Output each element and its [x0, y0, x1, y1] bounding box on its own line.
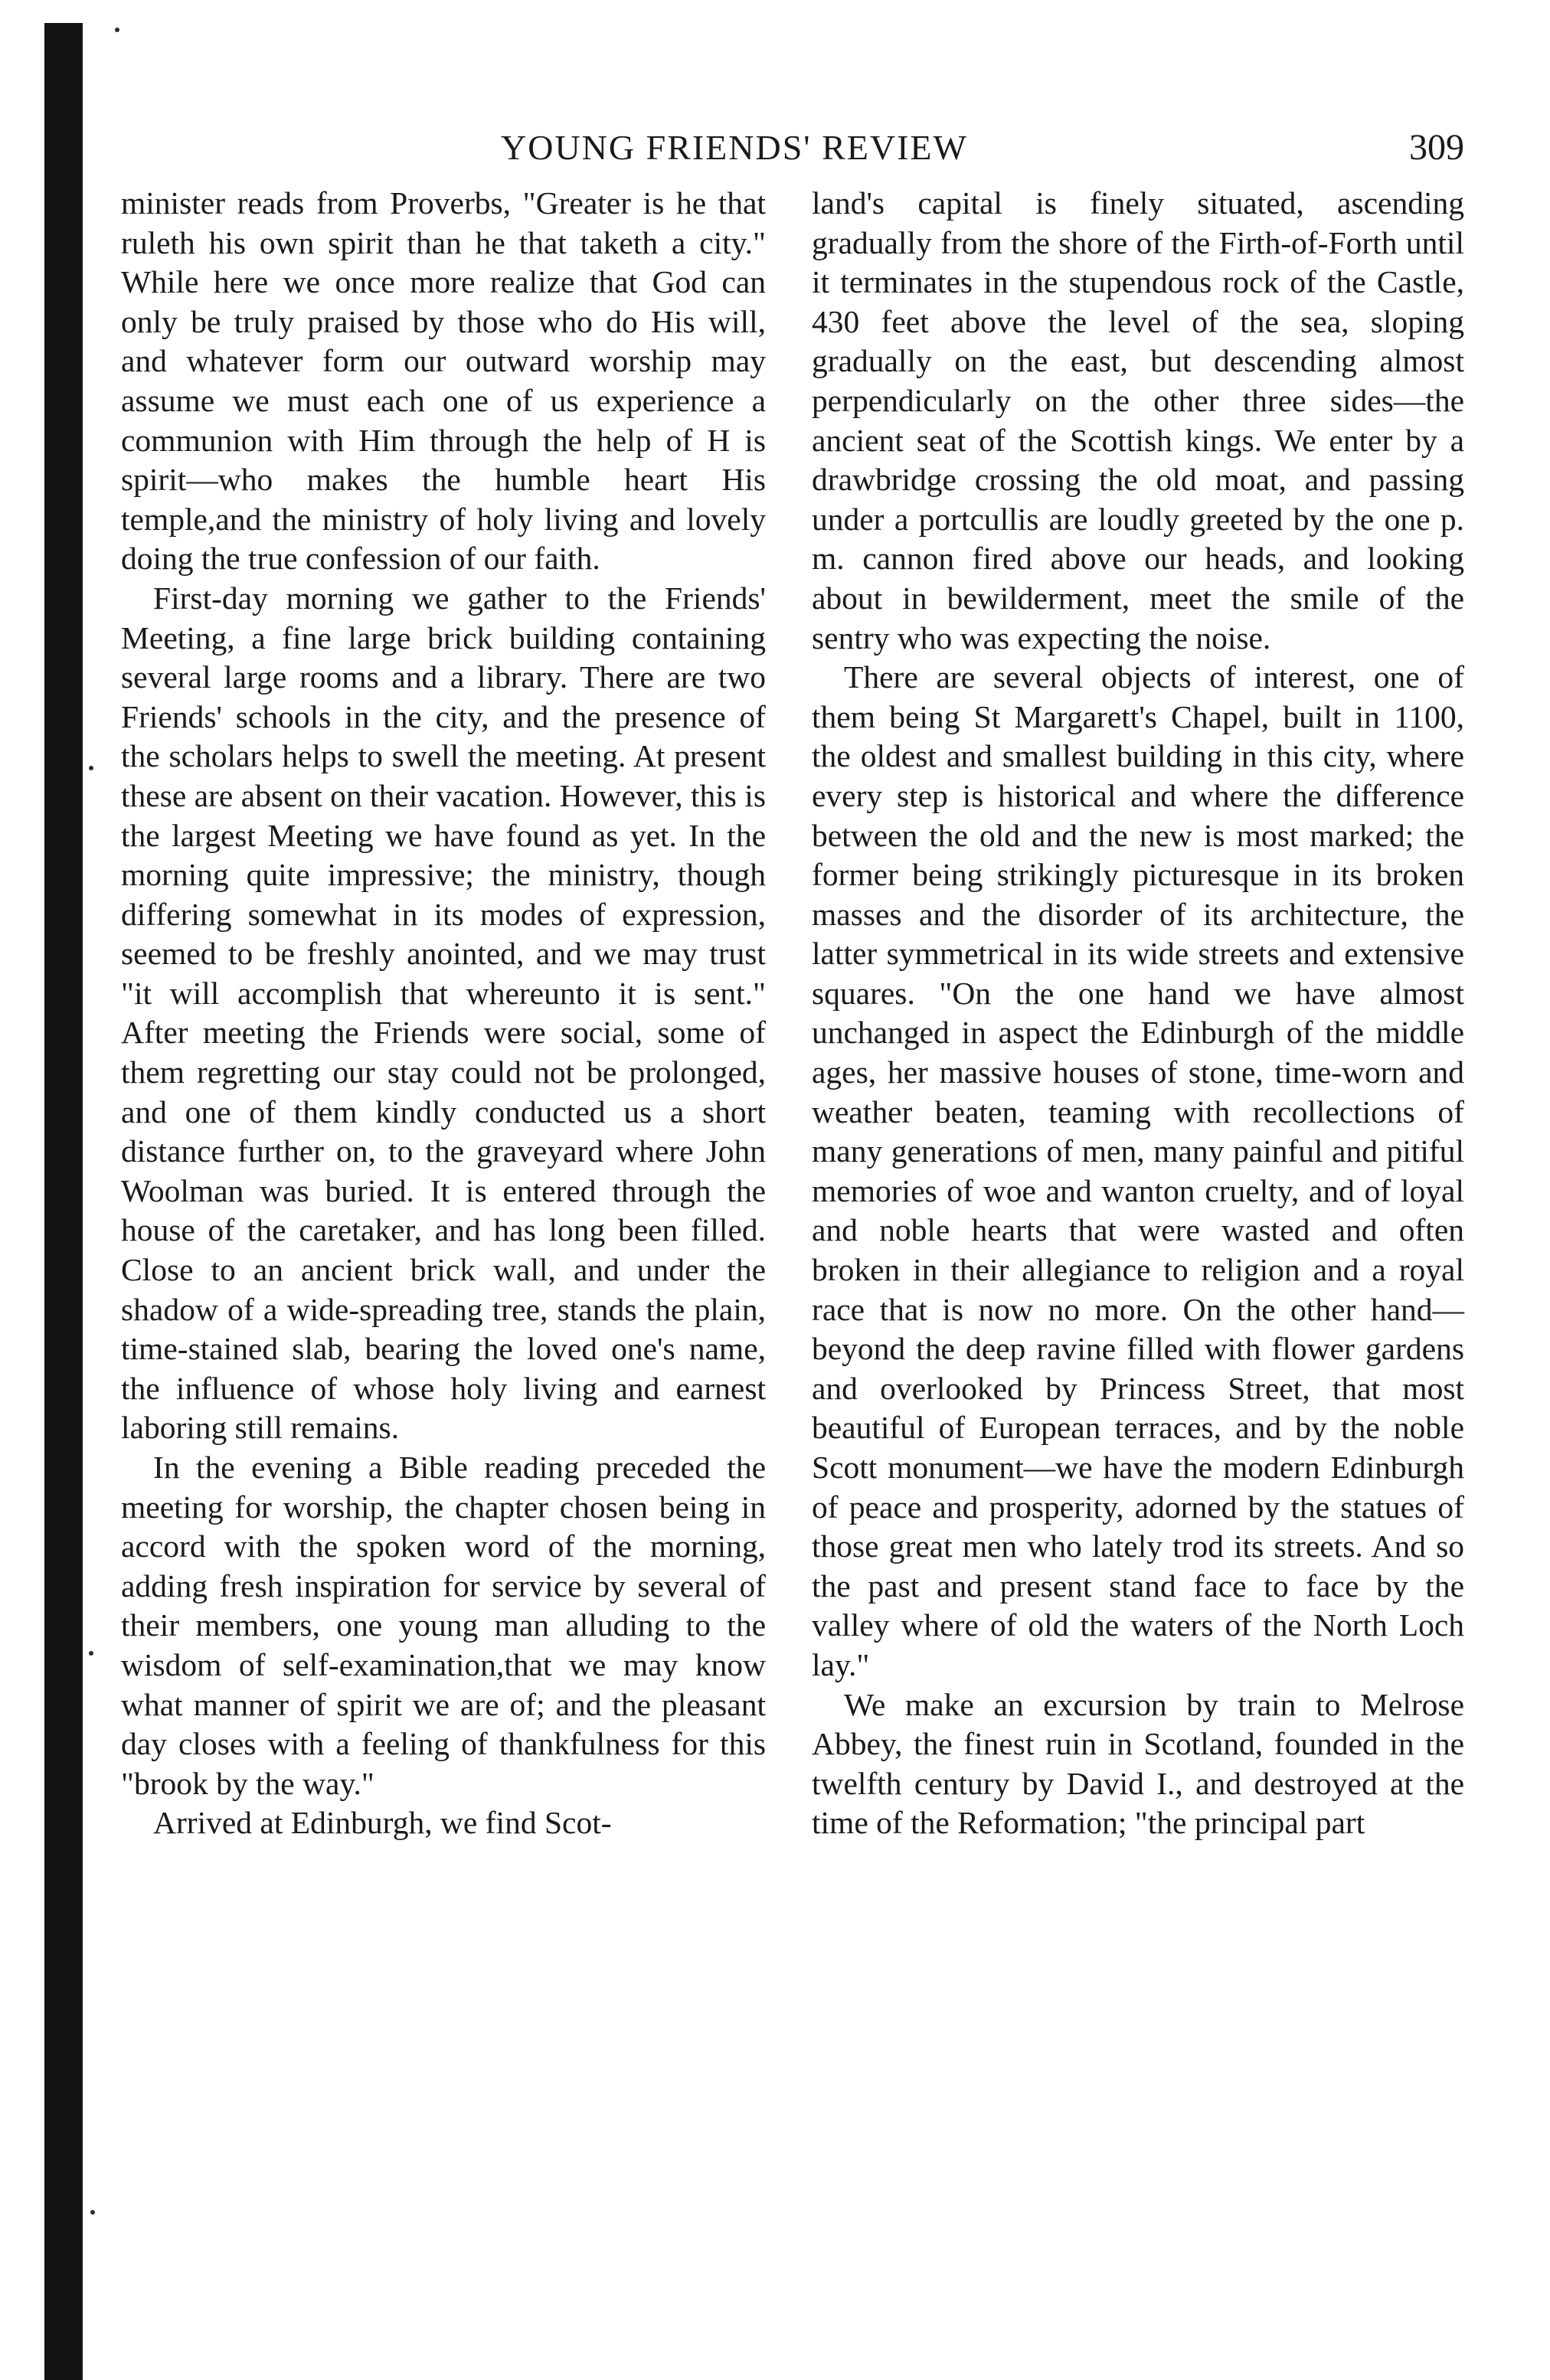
print-speck — [115, 28, 119, 32]
print-speck — [89, 1651, 93, 1656]
paragraph: minister reads from Proverbs, "Greater is he that ruleth his own spirit than he that taketh a city." While here we once more realize that God can only be truly praised by those who do His will, and whatever form our outward worship may assume we must each one of us experience a communion with Him through the help of H is spirit—who makes the humble heart His temple,and the ministry of holy living and lovely doing the true confession of our faith. — [121, 185, 766, 577]
paragraph: In the evening a Bible reading preceded the meeting for worship, the chapter chosen being in accord with the spoken word of the morning, adding fresh inspiration for service by several of their members, one young man alluding to the wisdom of self-examination,that we may know what manner of spirit we are of; and the pleasant day closes with a feeling of thankfulness for this "brook by the way." — [121, 1450, 766, 1801]
journal-title: YOUNG FRIENDS' REVIEW — [501, 128, 968, 167]
paragraph: First-day morning we gather to the Friends' Meeting, a fine large brick building containing several large rooms and a library. There are two Friends' schools in the city, and the presence of the scholars helps to swell the meeting. At present these are absent on their vacation. However, this is the largest Meeting we have found as yet. In the morning quite impressive; the ministry, though differing somewhat in its modes of expression, seemed to be freshly anointed, and we may trust "it will accomplish that whereunto it is sent." After meeting the Friends were social, some of them regretting our stay could not be prolonged, and one of them kindly conducted us a short distance further on, to the graveyard where John Woolman was buried. It is entered through the house of the caretaker, and has long been filled. Close to an ancient brick wall, and under the shadow of a wide-spreading tree, stands the plain, time-stained slab, bearing the loved one's name, the influence of whose holy living and earnest laboring still remains. — [121, 580, 766, 1446]
paragraph: There are several objects of interest, one of them being St Margarett's Chapel, built in 1100, the oldest and smallest building in this city, where every step is historical and where the difference between the old and the new is most marked; the former being strikingly picturesque in its broken masses and the disorder of its architecture, the latter symmetrical in its wide streets and extensive squares. "On the one hand we have almost unchanged in aspect the Edinburgh of the middle ages, her massive houses of stone, time-worn and weather beaten, teaming with recollections of many generations of men, many painful and pitiful memories of woe and wanton cruelty, and of loyal and noble hearts that were wasted and often broken in their allegiance to religion and a royal race that is now no more. On the other hand—beyond the deep ravine filled with flower gardens and overlooked by Princess Street, that most beautiful of European terraces, and by the noble Scott monument—we have the modern Edinburgh of peace and prosperity, adorned by the statues of those great men who lately trod its streets. And so the past and present stand face to face by the valley where of old the waters of the North Loch lay." — [812, 659, 1464, 1682]
paragraph: Arrived at Edinburgh, we find Scot- — [153, 1805, 612, 1841]
print-speck — [90, 2210, 95, 2215]
page-number: 309 — [1409, 127, 1464, 168]
left-column — [121, 184, 766, 2313]
paragraph: land's capital is finely situated, ascending gradually from the shore of the Firth-of-Forth until it terminates in the stupendous rock of the Castle, 430 feet above the level of the sea, sloping gradually on the east, but descending almost perpendicularly on the other three sides—the ancient seat of the Scottish kings. We enter by a drawbridge crossing the old moat, and passing under a portcullis are loudly greeted by the one p. m. cannon fired above our heads, and looking about in bewilderment, meet the smile of the sentry who was expecting the noise. — [812, 185, 1464, 655]
paragraph: We make an excursion by train to Melrose Abbey, the finest ruin in Scotland, founded in the twelfth century by David I., and destroyed at the time of the Reformation; "the principal part — [812, 1686, 1464, 1841]
print-speck — [89, 766, 93, 770]
page-binding-edge — [44, 23, 83, 2380]
right-column — [812, 184, 1464, 2313]
running-head — [121, 121, 1475, 175]
